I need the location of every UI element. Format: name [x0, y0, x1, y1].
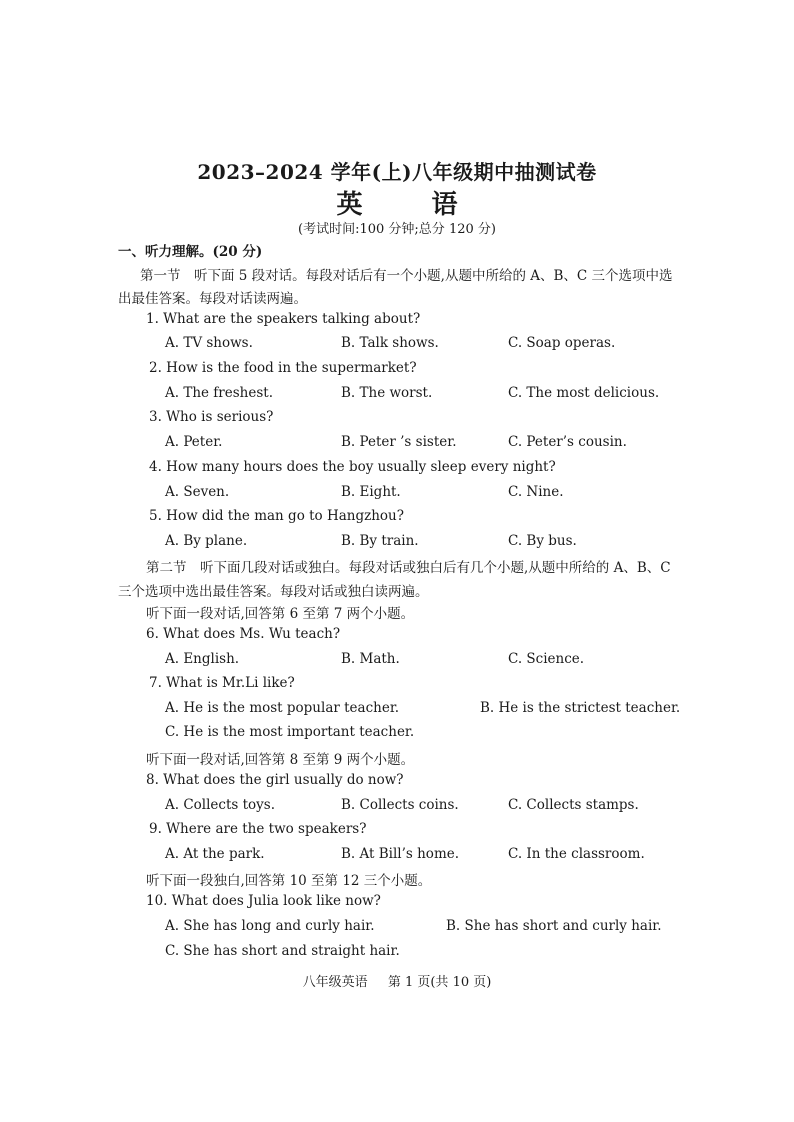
q5-option-b: B. By train.	[341, 533, 419, 549]
q1-option-a: A. TV shows.	[165, 335, 253, 351]
footer-subject: 八年级英语	[302, 975, 368, 990]
q10-option-c: C. She has short and straight hair.	[165, 943, 400, 959]
question-8: 8. What does the girl usually do now?	[146, 772, 404, 788]
part1-instruction-line2: 出最佳答案。每段对话读两遍。	[118, 291, 307, 307]
q5-option-c: C. By bus.	[508, 533, 577, 549]
q2-option-b: B. The worst.	[341, 385, 433, 401]
question-7: 7. What is Mr.Li like?	[149, 675, 295, 691]
q10-option-a: A. She has long and curly hair.	[165, 918, 375, 934]
question-9: 9. Where are the two speakers?	[149, 821, 367, 837]
q7-option-c: C. He is the most important teacher.	[165, 724, 415, 740]
section-heading: 一、听力理解。(20 分)	[118, 244, 263, 260]
q5-option-a: A. By plane.	[165, 533, 248, 549]
part2-instruction-line2: 三个选项中选出最佳答案。每段对话或独白读两遍。	[118, 584, 429, 600]
q4-option-a: A. Seven.	[165, 484, 230, 500]
q6-option-b: B. Math.	[341, 651, 400, 667]
q7-option-a: A. He is the most popular teacher.	[165, 700, 400, 716]
exam-info: (考试时间:100 分钟;总分 120 分)	[298, 222, 496, 237]
dialog-note-3: 听下面一段独白,回答第 10 至第 12 三个小题。	[146, 873, 432, 889]
q3-option-b: B. Peter ’s sister.	[341, 434, 457, 450]
q8-option-a: A. Collects toys.	[165, 797, 276, 813]
q6-option-c: C. Science.	[508, 651, 585, 667]
dialog-note-1: 听下面一段对话,回答第 6 至第 7 两个小题。	[146, 606, 415, 622]
question-6: 6. What does Ms. Wu teach?	[146, 626, 341, 642]
dialog-note-2: 听下面一段对话,回答第 8 至第 9 两个小题。	[146, 752, 415, 768]
question-5: 5. How did the man go to Hangzhou?	[149, 508, 404, 524]
question-10: 10. What does Julia look like now?	[146, 893, 381, 909]
q9-option-b: B. At Bill’s home.	[341, 846, 460, 862]
q2-option-a: A. The freshest.	[165, 385, 274, 401]
question-3: 3. Who is serious?	[149, 409, 274, 425]
exam-title: 2023–2024 学年(上)八年级期中抽测试卷	[197, 160, 597, 184]
question-4: 4. How many hours does the boy usually sleep every night?	[149, 459, 556, 475]
q8-option-b: B. Collects coins.	[341, 797, 459, 813]
q9-option-c: C. In the classroom.	[508, 846, 645, 862]
question-1: 1. What are the speakers talking about?	[146, 311, 421, 327]
footer-page-number: 第 1 页(共 10 页)	[387, 975, 492, 990]
subject-title: 英 语	[336, 190, 488, 220]
q9-option-a: A. At the park.	[165, 846, 265, 862]
question-2: 2. How is the food in the supermarket?	[149, 360, 417, 376]
q1-option-c: C. Soap operas.	[508, 335, 616, 351]
page-footer	[0, 971, 794, 990]
part1-instruction-line1: 第一节 听下面 5 段对话。每段对话后有一个小题,从题中所给的 A、B、C 三个选项中选	[140, 268, 673, 284]
q6-option-a: A. English.	[165, 651, 240, 667]
q8-option-c: C. Collects stamps.	[508, 797, 639, 813]
q4-option-c: C. Nine.	[508, 484, 564, 500]
q3-option-c: C. Peter’s cousin.	[508, 434, 627, 450]
q3-option-a: A. Peter.	[165, 434, 223, 450]
q1-option-b: B. Talk shows.	[341, 335, 439, 351]
part2-instruction-line1: 第二节 听下面几段对话或独白。每段对话或独白后有几个小题,从题中所给的 A、B、C	[146, 560, 671, 576]
q10-option-b: B. She has short and curly hair.	[446, 918, 662, 934]
q7-option-b: B. He is the strictest teacher.	[480, 700, 681, 716]
q2-option-c: C. The most delicious.	[508, 385, 660, 401]
q4-option-b: B. Eight.	[341, 484, 401, 500]
